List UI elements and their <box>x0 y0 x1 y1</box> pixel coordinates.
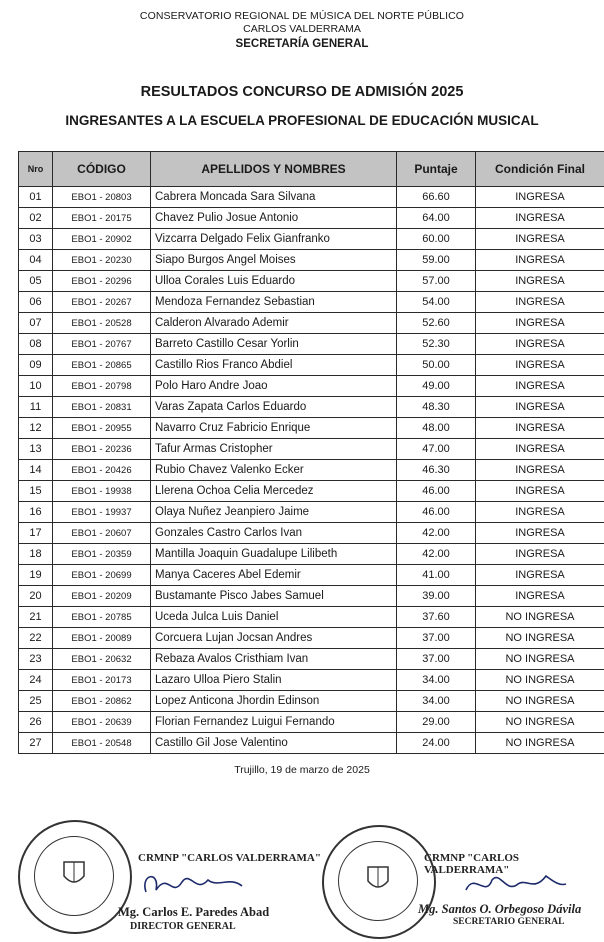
cell-puntaje: 54.00 <box>397 292 476 313</box>
signatory-role: SECRETARIO GENERAL <box>453 917 565 927</box>
table-row <box>19 712 604 733</box>
table-row <box>19 250 604 271</box>
cell-codigo: EBO1 - 20865 <box>53 355 151 376</box>
cell-puntaje: 39.00 <box>397 586 476 607</box>
col-header-nro: Nro <box>19 152 53 187</box>
table-row <box>19 271 604 292</box>
cell-nombres: Vizcarra Delgado Felix Gianfranko <box>151 229 397 250</box>
cell-nro: 22 <box>19 628 53 649</box>
cell-nro: 05 <box>19 271 53 292</box>
cell-nombres: Uceda Julca Luis Daniel <box>151 607 397 628</box>
date-line: Trujillo, 19 de marzo de 2025 <box>234 764 370 776</box>
cell-condicion: INGRESA <box>476 544 604 565</box>
cell-condicion: INGRESA <box>476 208 604 229</box>
cell-nombres: Olaya Nuñez Jeanpiero Jaime <box>151 502 397 523</box>
cell-nombres: Tafur Armas Cristopher <box>151 439 397 460</box>
cell-puntaje: 37.00 <box>397 649 476 670</box>
cell-puntaje: 64.00 <box>397 208 476 229</box>
cell-puntaje: 60.00 <box>397 229 476 250</box>
cell-puntaje: 52.30 <box>397 334 476 355</box>
cell-condicion: INGRESA <box>476 292 604 313</box>
table-row <box>19 313 604 334</box>
cell-codigo: EBO1 - 20209 <box>53 586 151 607</box>
cell-codigo: EBO1 - 20902 <box>53 229 151 250</box>
cell-nombres: Rubio Chavez Valenko Ecker <box>151 460 397 481</box>
col-header-nombres: APELLIDOS Y NOMBRES <box>151 152 397 187</box>
cell-codigo: EBO1 - 20632 <box>53 649 151 670</box>
table-row <box>19 460 604 481</box>
cell-nro: 12 <box>19 418 53 439</box>
table-row <box>19 397 604 418</box>
cell-puntaje: 46.00 <box>397 481 476 502</box>
cell-nombres: Bustamante Pisco Jabes Samuel <box>151 586 397 607</box>
cell-nro: 02 <box>19 208 53 229</box>
cell-puntaje: 48.30 <box>397 397 476 418</box>
cell-condicion: INGRESA <box>476 355 604 376</box>
cell-codigo: EBO1 - 20699 <box>53 565 151 586</box>
cell-puntaje: 46.00 <box>397 502 476 523</box>
table-row <box>19 670 604 691</box>
cell-codigo: EBO1 - 20426 <box>53 460 151 481</box>
cell-nro: 06 <box>19 292 53 313</box>
cell-condicion: INGRESA <box>476 250 604 271</box>
table-row <box>19 544 604 565</box>
cell-nombres: Castillo Rios Franco Abdiel <box>151 355 397 376</box>
table-row <box>19 586 604 607</box>
results-table <box>18 151 604 754</box>
table-row <box>19 292 604 313</box>
cell-puntaje: 37.60 <box>397 607 476 628</box>
cell-nro: 13 <box>19 439 53 460</box>
coat-of-arms-icon <box>362 863 394 895</box>
cell-codigo: EBO1 - 20359 <box>53 544 151 565</box>
cell-condicion: INGRESA <box>476 418 604 439</box>
table-row <box>19 355 604 376</box>
table-row <box>19 502 604 523</box>
cell-condicion: NO INGRESA <box>476 712 604 733</box>
cell-nro: 19 <box>19 565 53 586</box>
cell-codigo: EBO1 - 20236 <box>53 439 151 460</box>
cell-nombres: Calderon Alvarado Ademir <box>151 313 397 334</box>
cell-condicion: INGRESA <box>476 271 604 292</box>
cell-nombres: Chavez Pulio Josue Antonio <box>151 208 397 229</box>
cell-nro: 08 <box>19 334 53 355</box>
cell-puntaje: 41.00 <box>397 565 476 586</box>
cell-nombres: Florian Fernandez Luigui Fernando <box>151 712 397 733</box>
cell-condicion: INGRESA <box>476 460 604 481</box>
cell-puntaje: 46.30 <box>397 460 476 481</box>
cell-codigo: EBO1 - 20639 <box>53 712 151 733</box>
cell-nro: 20 <box>19 586 53 607</box>
table-row <box>19 523 604 544</box>
cell-codigo: EBO1 - 20089 <box>53 628 151 649</box>
cell-puntaje: 37.00 <box>397 628 476 649</box>
signatory-name: Mg. Santos O. Orbegoso Dávila <box>418 902 582 916</box>
table-row <box>19 418 604 439</box>
department-name: SECRETARÍA GENERAL <box>235 38 369 50</box>
table-row <box>19 439 604 460</box>
cell-nro: 07 <box>19 313 53 334</box>
cell-nombres: Rebaza Avalos Cristhiam Ivan <box>151 649 397 670</box>
cell-codigo: EBO1 - 20767 <box>53 334 151 355</box>
cell-condicion: INGRESA <box>476 523 604 544</box>
cell-condicion: INGRESA <box>476 376 604 397</box>
cell-puntaje: 66.60 <box>397 187 476 208</box>
cell-nro: 17 <box>19 523 53 544</box>
cell-condicion: INGRESA <box>476 565 604 586</box>
cell-codigo: EBO1 - 20175 <box>53 208 151 229</box>
signature-institution: CRMNP "CARLOS VALDERRAMA" <box>424 852 520 876</box>
table-row <box>19 628 604 649</box>
signature-institution: CRMNP "CARLOS VALDERRAMA" <box>138 852 321 864</box>
cell-codigo: EBO1 - 20831 <box>53 397 151 418</box>
cell-condicion: INGRESA <box>476 334 604 355</box>
cell-nombres: Cabrera Moncada Sara Silvana <box>151 187 397 208</box>
cell-nombres: Llerena Ochoa Celia Mercedez <box>151 481 397 502</box>
cell-puntaje: 48.00 <box>397 418 476 439</box>
cell-condicion: INGRESA <box>476 313 604 334</box>
cell-nro: 21 <box>19 607 53 628</box>
col-header-condicion: Condición Final <box>476 152 604 187</box>
cell-codigo: EBO1 - 19938 <box>53 481 151 502</box>
cell-nombres: Manya Caceres Abel Edemir <box>151 565 397 586</box>
cell-codigo: EBO1 - 20607 <box>53 523 151 544</box>
cell-nombres: Mantilla Joaquin Guadalupe Lilibeth <box>151 544 397 565</box>
cell-condicion: INGRESA <box>476 586 604 607</box>
table-row <box>19 229 604 250</box>
handwritten-signature <box>138 862 258 906</box>
cell-nro: 25 <box>19 691 53 712</box>
table-header-row <box>19 152 604 187</box>
cell-nombres: Lopez Anticona Jhordin Edinson <box>151 691 397 712</box>
cell-puntaje: 52.60 <box>397 313 476 334</box>
cell-puntaje: 59.00 <box>397 250 476 271</box>
cell-puntaje: 29.00 <box>397 712 476 733</box>
cell-codigo: EBO1 - 20785 <box>53 607 151 628</box>
cell-codigo: EBO1 - 20798 <box>53 376 151 397</box>
table-row <box>19 481 604 502</box>
coat-of-arms-icon <box>58 858 90 890</box>
cell-condicion: INGRESA <box>476 397 604 418</box>
cell-nro: 01 <box>19 187 53 208</box>
table-row <box>19 733 604 754</box>
cell-puntaje: 47.00 <box>397 439 476 460</box>
handwritten-signature <box>460 864 570 904</box>
cell-codigo: EBO1 - 20548 <box>53 733 151 754</box>
cell-nombres: Castillo Gil Jose Valentino <box>151 733 397 754</box>
cell-nombres: Siapo Burgos Angel Moises <box>151 250 397 271</box>
cell-codigo: EBO1 - 20955 <box>53 418 151 439</box>
cell-condicion: INGRESA <box>476 481 604 502</box>
cell-nro: 14 <box>19 460 53 481</box>
cell-puntaje: 34.00 <box>397 670 476 691</box>
cell-codigo: EBO1 - 19937 <box>53 502 151 523</box>
cell-condicion: NO INGRESA <box>476 649 604 670</box>
cell-nro: 10 <box>19 376 53 397</box>
institution-subname: CARLOS VALDERRAMA <box>243 23 361 35</box>
table-row <box>19 649 604 670</box>
cell-nombres: Ulloa Corales Luis Eduardo <box>151 271 397 292</box>
table-row <box>19 187 604 208</box>
cell-condicion: NO INGRESA <box>476 691 604 712</box>
cell-nombres: Polo Haro Andre Joao <box>151 376 397 397</box>
cell-nro: 16 <box>19 502 53 523</box>
cell-condicion: NO INGRESA <box>476 733 604 754</box>
cell-condicion: INGRESA <box>476 187 604 208</box>
cell-condicion: NO INGRESA <box>476 607 604 628</box>
cell-nro: 03 <box>19 229 53 250</box>
cell-puntaje: 42.00 <box>397 523 476 544</box>
cell-nombres: Barreto Castillo Cesar Yorlin <box>151 334 397 355</box>
cell-nombres: Lazaro Ulloa Piero Stalin <box>151 670 397 691</box>
cell-condicion: NO INGRESA <box>476 670 604 691</box>
table-row <box>19 565 604 586</box>
cell-codigo: EBO1 - 20528 <box>53 313 151 334</box>
table-row <box>19 376 604 397</box>
cell-nombres: Varas Zapata Carlos Eduardo <box>151 397 397 418</box>
cell-nro: 27 <box>19 733 53 754</box>
cell-puntaje: 50.00 <box>397 355 476 376</box>
cell-nombres: Gonzales Castro Carlos Ivan <box>151 523 397 544</box>
cell-nro: 26 <box>19 712 53 733</box>
col-header-puntaje: Puntaje <box>397 152 476 187</box>
cell-puntaje: 24.00 <box>397 733 476 754</box>
table-row <box>19 334 604 355</box>
col-header-codigo: CÓDIGO <box>53 152 151 187</box>
cell-codigo: EBO1 - 20803 <box>53 187 151 208</box>
cell-condicion: INGRESA <box>476 502 604 523</box>
cell-nro: 15 <box>19 481 53 502</box>
cell-nombres: Mendoza Fernandez Sebastian <box>151 292 397 313</box>
cell-nro: 18 <box>19 544 53 565</box>
cell-nombres: Corcuera Lujan Jocsan Andres <box>151 628 397 649</box>
table-row <box>19 691 604 712</box>
cell-nro: 11 <box>19 397 53 418</box>
cell-puntaje: 42.00 <box>397 544 476 565</box>
cell-condicion: INGRESA <box>476 439 604 460</box>
cell-nro: 23 <box>19 649 53 670</box>
cell-codigo: EBO1 - 20267 <box>53 292 151 313</box>
document-title: RESULTADOS CONCURSO DE ADMISIÓN 2025 <box>140 84 464 100</box>
signatory-role: DIRECTOR GENERAL <box>130 921 236 932</box>
cell-codigo: EBO1 - 20230 <box>53 250 151 271</box>
cell-codigo: EBO1 - 20173 <box>53 670 151 691</box>
cell-nro: 09 <box>19 355 53 376</box>
table-row <box>19 208 604 229</box>
institution-name: CONSERVATORIO REGIONAL DE MÚSICA DEL NORTE PÚBLICO <box>139 10 465 22</box>
cell-puntaje: 57.00 <box>397 271 476 292</box>
cell-nro: 04 <box>19 250 53 271</box>
document-subtitle: INGRESANTES A LA ESCUELA PROFESIONAL DE EDUCACIÓN MUSICAL <box>65 113 539 128</box>
cell-condicion: NO INGRESA <box>476 628 604 649</box>
cell-puntaje: 34.00 <box>397 691 476 712</box>
cell-codigo: EBO1 - 20862 <box>53 691 151 712</box>
cell-puntaje: 49.00 <box>397 376 476 397</box>
cell-codigo: EBO1 - 20296 <box>53 271 151 292</box>
cell-condicion: INGRESA <box>476 229 604 250</box>
cell-nro: 24 <box>19 670 53 691</box>
signatory-name: Mg. Carlos E. Paredes Abad <box>118 905 270 919</box>
table-row <box>19 607 604 628</box>
cell-nombres: Navarro Cruz Fabricio Enrique <box>151 418 397 439</box>
